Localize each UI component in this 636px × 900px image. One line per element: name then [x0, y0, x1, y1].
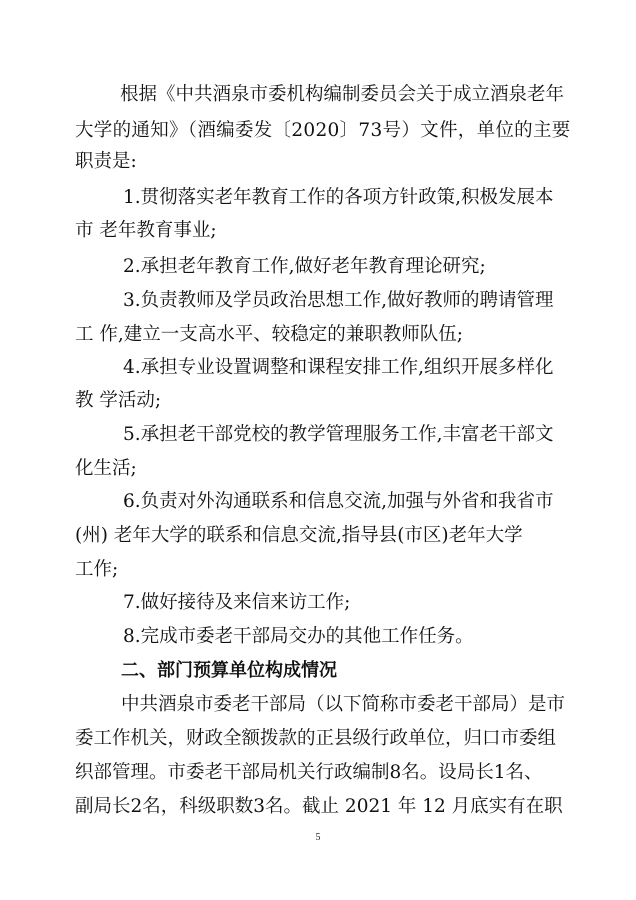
text-line-1: 根据《中共酒泉市委机构编制委员会关于成立酒泉老年 [120, 84, 565, 105]
text-line-22: 副局长2名，科级职数3名。截止 2021 年 12 月底实有在职 [75, 796, 563, 817]
text-line-3: 职责是: [75, 151, 137, 172]
section-heading: 二、部门预算单位构成情况 [121, 660, 337, 681]
text-line-19: 中共酒泉市委老干部局（以下简称市委老干部局）是市 [121, 694, 566, 715]
text-line-14: (州) 老年大学的联系和信息交流,指导县(市区)老年大学 [75, 525, 523, 546]
text-line-17: 8.完成市委老干部局交办的其他工作任务。 [123, 626, 474, 647]
text-line-21: 织部管理。市委老干部局机关行政编制8名。设局长1名、 [75, 762, 543, 783]
text-line-5: 市 老年教育事业; [75, 220, 217, 241]
text-line-2: 大学的通知》（酒编委发〔2020〕73号）文件，单位的主要 [75, 120, 571, 141]
text-line-11: 5.承担老干部党校的教学管理服务工作,丰富老干部文 [123, 424, 554, 445]
text-line-16: 7.做好接待及来信来访工作; [123, 592, 351, 613]
text-line-8: 工 作,建立一支高水平、较稳定的兼职教师队伍; [75, 324, 463, 345]
text-line-10: 教 学活动; [75, 390, 162, 411]
text-line-7: 3.负责教师及学员政治思想工作,做好教师的聘请管理 [123, 290, 554, 311]
text-line-9: 4.承担专业设置调整和课程安排工作,组织开展多样化 [123, 357, 554, 378]
text-line-6: 2.承担老年教育工作,做好老年教育理论研究; [123, 256, 486, 277]
text-line-20: 委工作机关，财政全额拨款的正县级行政单位，归口市委组 [75, 728, 557, 749]
text-line-13: 6.负责对外沟通联系和信息交流,加强与外省和我省市 [123, 491, 554, 512]
page-number: 5 [315, 832, 321, 843]
text-line-12: 化生活; [75, 458, 137, 479]
text-line-15: 工作; [75, 559, 119, 580]
text-line-4: 1.贯彻落实老年教育工作的各项方针政策,积极发展本 [123, 187, 554, 208]
